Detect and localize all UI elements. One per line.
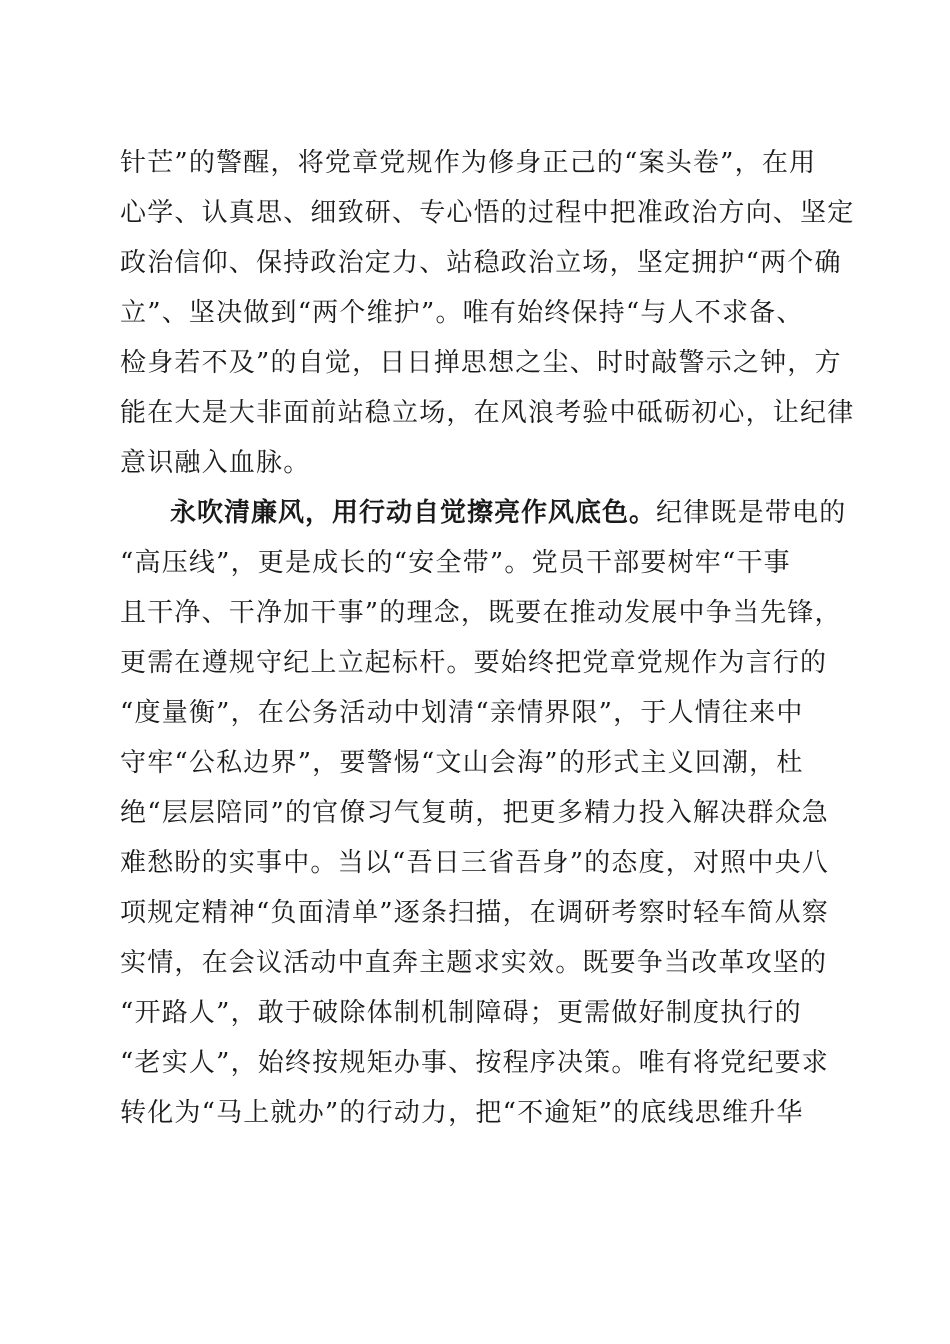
paragraph-2-line-7: 绝“层层陪同”的官僚习气复萌，把更多精力投入解决群众急: [120, 798, 829, 828]
paragraph-2-line-2: “高压线”，更是成长的“安全带”。党员干部要树牢“干事: [120, 548, 791, 578]
paragraph-1-line-7: 意识融入血脉。: [120, 448, 311, 478]
paragraph-2-line-12: “老实人”，始终按规矩办事、按程序决策。唯有将党纪要求: [120, 1048, 829, 1078]
paragraph-2-line-9: 项规定精神“负面清单”逐条扫描，在调研考察时轻车简从察: [120, 898, 829, 928]
paragraph-1-line-3: 政治信仰、保持政治定力、站稳政治立场，坚定拥护“两个确: [120, 248, 842, 278]
paragraph-1-line-4: 立”、坚决做到“两个维护”。唯有始终保持“与人不求备、: [120, 298, 804, 328]
paragraph-1-line-5: 检身若不及”的自觉，日日掸思想之尘、时时敲警示之钟，方: [120, 348, 842, 378]
paragraph-2-line-3: 且干净、干净加干事”的理念，既要在推动发展中争当先锋，: [120, 598, 842, 628]
paragraph-2-line-8: 难愁盼的实事中。当以“吾日三省吾身”的态度，对照中央八: [120, 848, 829, 878]
paragraph-2-heading: 永吹清廉风，用行动自觉擦亮作风底色。: [170, 498, 657, 528]
paragraph-2-line-13: 转化为“马上就办”的行动力，把“不逾矩”的底线思维升华: [120, 1098, 804, 1128]
paragraph-2-line-11: “开路人”，敢于破除体制机制障碍；更需做好制度执行的: [120, 998, 802, 1028]
paragraph-2-first-line-text: 纪律既是带电的: [656, 498, 847, 528]
paragraph-1-line-1: 针芒”的警醒，将党章党规作为修身正己的“案头卷”，在用: [120, 148, 817, 178]
paragraph-2-line-5: “度量衡”，在公务活动中划清“亲情界限”，于人情往来中: [120, 698, 804, 728]
paragraph-1-line-6: 能在大是大非面前站稳立场，在风浪考验中砥砺初心，让纪律: [120, 398, 855, 428]
paragraph-1-line-2: 心学、认真思、细致研、专心悟的过程中把准政治方向、坚定: [120, 198, 855, 228]
paragraph-2-line-6: 守牢“公私边界”，要警惕“文山会海”的形式主义回潮，杜: [120, 748, 804, 778]
paragraph-2-line-4: 更需在遵规守纪上立起标杆。要始终把党章党规作为言行的: [120, 648, 828, 678]
paragraph-2-line-1: [170, 497, 846, 529]
paragraph-2-line-10: 实情，在会议活动中直奔主题求实效。既要争当改革攻坚的: [120, 948, 828, 978]
